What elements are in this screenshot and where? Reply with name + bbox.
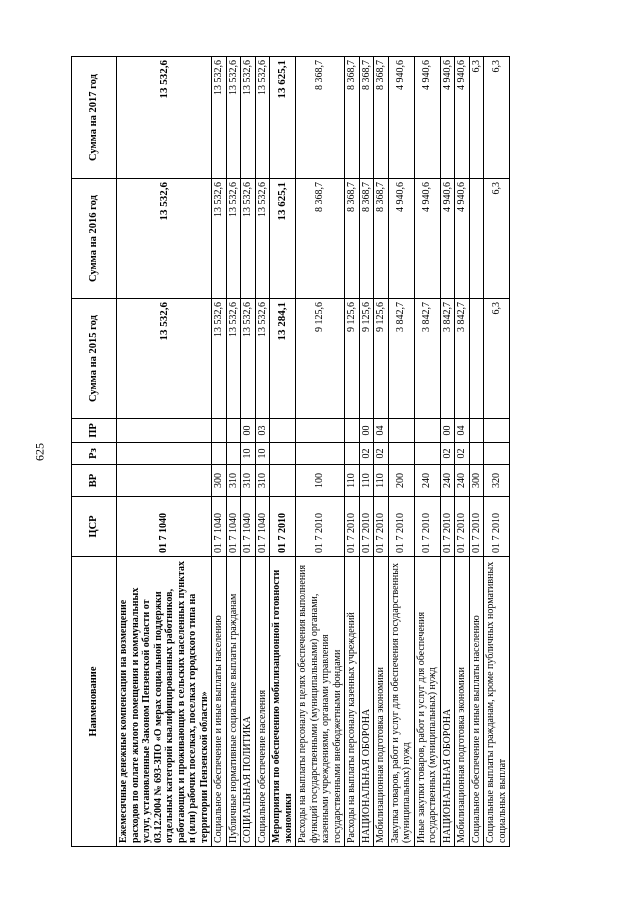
cell-sum-2015: 9 125,6 — [374, 299, 389, 419]
cell-sum-2017: 4 940,6 — [455, 57, 470, 179]
table-row — [469, 57, 484, 847]
cell-vr: 320 — [484, 465, 510, 497]
cell-name: Мобилизационная подготовка экономики — [374, 557, 389, 847]
cell-sum-2016: 4 940,6 — [414, 179, 440, 299]
cell-vr — [117, 465, 212, 497]
cell-sum-2016: 13 532,6 — [117, 179, 212, 299]
cell-vr: 110 — [374, 465, 389, 497]
header-sum-2017: Сумма на 2017 год — [72, 57, 117, 179]
cell-vr: 100 — [296, 465, 345, 497]
cell-pr — [270, 419, 296, 443]
cell-name: Расходы на выплаты персоналу в целях обеспечения выполнения функций государственными (муниципальными) органами, казенными учреждениями, органами управления государственными внебюджетными фондами — [296, 557, 345, 847]
cell-pr — [117, 419, 212, 443]
cell-pr — [345, 419, 360, 443]
cell-sum-2016: 4 940,6 — [388, 179, 414, 299]
cell-csr: 01 7 1040 — [241, 497, 256, 557]
cell-vr: 240 — [455, 465, 470, 497]
cell-pr: 00 — [359, 419, 374, 443]
cell-sum-2015: 3 842,7 — [455, 299, 470, 419]
cell-vr: 300 — [212, 465, 227, 497]
cell-sum-2017: 13 532,6 — [255, 57, 270, 179]
cell-sum-2017: 13 532,6 — [241, 57, 256, 179]
cell-sum-2016: 13 532,6 — [241, 179, 256, 299]
cell-sum-2015: 13 532,6 — [255, 299, 270, 419]
cell-csr: 01 7 2010 — [414, 497, 440, 557]
cell-sum-2016: 8 368,7 — [296, 179, 345, 299]
cell-csr: 01 7 2010 — [296, 497, 345, 557]
budget-table — [71, 56, 510, 847]
cell-csr: 01 7 1040 — [226, 497, 241, 557]
cell-rz: 10 — [255, 443, 270, 465]
cell-sum-2016: 8 368,7 — [374, 179, 389, 299]
cell-vr: 200 — [388, 465, 414, 497]
table-header-row — [72, 57, 117, 847]
cell-rz — [270, 443, 296, 465]
cell-sum-2017: 13 625,1 — [270, 57, 296, 179]
cell-sum-2017: 6,3 — [469, 57, 484, 179]
cell-vr: 300 — [469, 465, 484, 497]
cell-name: Расходы на выплаты персоналу казенных учреждений — [345, 557, 360, 847]
cell-sum-2015 — [469, 299, 484, 419]
cell-sum-2015: 13 532,6 — [117, 299, 212, 419]
cell-sum-2015: 9 125,6 — [359, 299, 374, 419]
table-row — [484, 57, 510, 847]
cell-sum-2015: 9 125,6 — [296, 299, 345, 419]
cell-name: НАЦИОНАЛЬНАЯ ОБОРОНА — [440, 557, 455, 847]
cell-name: Ежемесячные денежные компенсации на возмещение расходов по оплате жилого помещения и коммунальных услуг, установленные Законом Пензенской области от 03.12.2004 № 693-ЗПО «О мерах социальной поддержки отдельных категорий квалифицированных работников, работающих и проживающих в сельских населенных пунктах и (или) рабочих поселках, поселках городского типа на территории Пензенской области» — [117, 557, 212, 847]
cell-sum-2015: 3 842,7 — [440, 299, 455, 419]
cell-pr — [414, 419, 440, 443]
cell-name: Публичные нормативные социальные выплаты гражданам — [226, 557, 241, 847]
cell-csr: 01 7 2010 — [359, 497, 374, 557]
cell-csr: 01 7 2010 — [388, 497, 414, 557]
cell-vr: 110 — [345, 465, 360, 497]
table-row — [255, 57, 270, 847]
cell-rz — [345, 443, 360, 465]
table-row — [241, 57, 256, 847]
cell-vr: 310 — [226, 465, 241, 497]
cell-rz — [414, 443, 440, 465]
header-rz: Рз — [72, 443, 117, 465]
cell-name: Социальные выплаты гражданам, кроме публичных нормативных социальных выплат — [484, 557, 510, 847]
cell-vr — [270, 465, 296, 497]
table-row — [455, 57, 470, 847]
cell-vr: 310 — [241, 465, 256, 497]
cell-rz: 10 — [241, 443, 256, 465]
table-row — [414, 57, 440, 847]
cell-csr: 01 7 1040 — [117, 497, 212, 557]
cell-pr — [226, 419, 241, 443]
table-row — [270, 57, 296, 847]
table-row — [212, 57, 227, 847]
cell-pr: 03 — [255, 419, 270, 443]
cell-rz — [117, 443, 212, 465]
cell-name: Социальное обеспечение и иные выплаты населению — [469, 557, 484, 847]
cell-name: Социальное обеспечение населения — [255, 557, 270, 847]
cell-csr: 01 7 1040 — [212, 497, 227, 557]
cell-sum-2017: 13 532,6 — [117, 57, 212, 179]
cell-csr: 01 7 2010 — [345, 497, 360, 557]
cell-sum-2016 — [469, 179, 484, 299]
cell-sum-2015: 3 842,7 — [414, 299, 440, 419]
header-csr: ЦСР — [72, 497, 117, 557]
table-row — [296, 57, 345, 847]
cell-sum-2016: 8 368,7 — [359, 179, 374, 299]
header-sum-2015: Сумма на 2015 год — [72, 299, 117, 419]
cell-rz: 02 — [440, 443, 455, 465]
cell-name: Социальное обеспечение и иные выплаты населению — [212, 557, 227, 847]
rotated-table-wrapper — [71, 57, 510, 847]
cell-name: СОЦИАЛЬНАЯ ПОЛИТИКА — [241, 557, 256, 847]
cell-csr: 01 7 2010 — [374, 497, 389, 557]
cell-rz — [469, 443, 484, 465]
cell-csr: 01 7 2010 — [484, 497, 510, 557]
header-sum-2016: Сумма на 2016 год — [72, 179, 117, 299]
cell-sum-2016: 4 940,6 — [440, 179, 455, 299]
cell-sum-2015: 13 532,6 — [241, 299, 256, 419]
cell-pr — [484, 419, 510, 443]
cell-sum-2015: 13 284,1 — [270, 299, 296, 419]
cell-csr: 01 7 2010 — [469, 497, 484, 557]
cell-sum-2015: 13 532,6 — [212, 299, 227, 419]
cell-pr: 00 — [241, 419, 256, 443]
cell-csr: 01 7 2010 — [440, 497, 455, 557]
cell-rz — [212, 443, 227, 465]
cell-sum-2017: 13 532,6 — [226, 57, 241, 179]
cell-pr: 00 — [440, 419, 455, 443]
cell-pr — [388, 419, 414, 443]
cell-sum-2017: 8 368,7 — [359, 57, 374, 179]
cell-name: Закупка товаров, работ и услуг для обеспечения государственных (муниципальных) нужд — [388, 557, 414, 847]
cell-csr: 01 7 1040 — [255, 497, 270, 557]
cell-sum-2017: 4 940,6 — [414, 57, 440, 179]
cell-name: НАЦИОНАЛЬНАЯ ОБОРОНА — [359, 557, 374, 847]
cell-sum-2017: 8 368,7 — [345, 57, 360, 179]
table-row — [345, 57, 360, 847]
cell-rz — [484, 443, 510, 465]
cell-pr — [469, 419, 484, 443]
cell-rz — [226, 443, 241, 465]
cell-name: Мобилизационная подготовка экономики — [455, 557, 470, 847]
table-body — [117, 57, 510, 847]
cell-sum-2015: 9 125,6 — [345, 299, 360, 419]
cell-sum-2016: 8 368,7 — [345, 179, 360, 299]
cell-name: Мероприятия по обеспечению мобилизационной готовности экономики — [270, 557, 296, 847]
cell-rz — [296, 443, 345, 465]
cell-vr: 110 — [359, 465, 374, 497]
cell-sum-2017: 13 532,6 — [212, 57, 227, 179]
cell-rz: 02 — [455, 443, 470, 465]
cell-vr: 310 — [255, 465, 270, 497]
table-row — [388, 57, 414, 847]
cell-sum-2016: 6,3 — [484, 179, 510, 299]
cell-sum-2015: 3 842,7 — [388, 299, 414, 419]
cell-sum-2016: 13 532,6 — [212, 179, 227, 299]
cell-rz — [388, 443, 414, 465]
cell-csr: 01 7 2010 — [270, 497, 296, 557]
header-vr: ВР — [72, 465, 117, 497]
cell-vr: 240 — [440, 465, 455, 497]
cell-sum-2016: 13 532,6 — [226, 179, 241, 299]
table-row — [374, 57, 389, 847]
cell-sum-2016: 4 940,6 — [455, 179, 470, 299]
cell-pr: 04 — [374, 419, 389, 443]
table-row — [440, 57, 455, 847]
cell-sum-2017: 4 940,6 — [388, 57, 414, 179]
cell-rz: 02 — [359, 443, 374, 465]
cell-sum-2017: 4 940,6 — [440, 57, 455, 179]
header-name: Наименование — [72, 557, 117, 847]
table-row — [117, 57, 212, 847]
cell-sum-2016: 13 532,6 — [255, 179, 270, 299]
cell-csr: 01 7 2010 — [455, 497, 470, 557]
cell-sum-2017: 8 368,7 — [296, 57, 345, 179]
cell-pr — [212, 419, 227, 443]
cell-sum-2016: 13 625,1 — [270, 179, 296, 299]
cell-sum-2017: 6,3 — [484, 57, 510, 179]
cell-name: Иные закупки товаров, работ и услуг для обеспечения государственных (муниципальных) нужд — [414, 557, 440, 847]
header-pr: ПР — [72, 419, 117, 443]
table-row — [226, 57, 241, 847]
cell-pr: 04 — [455, 419, 470, 443]
cell-pr — [296, 419, 345, 443]
page-number: 625 — [32, 443, 47, 461]
cell-rz: 02 — [374, 443, 389, 465]
cell-vr: 240 — [414, 465, 440, 497]
cell-sum-2017: 8 368,7 — [374, 57, 389, 179]
cell-sum-2015: 6,3 — [484, 299, 510, 419]
table-row — [359, 57, 374, 847]
cell-sum-2015: 13 532,6 — [226, 299, 241, 419]
